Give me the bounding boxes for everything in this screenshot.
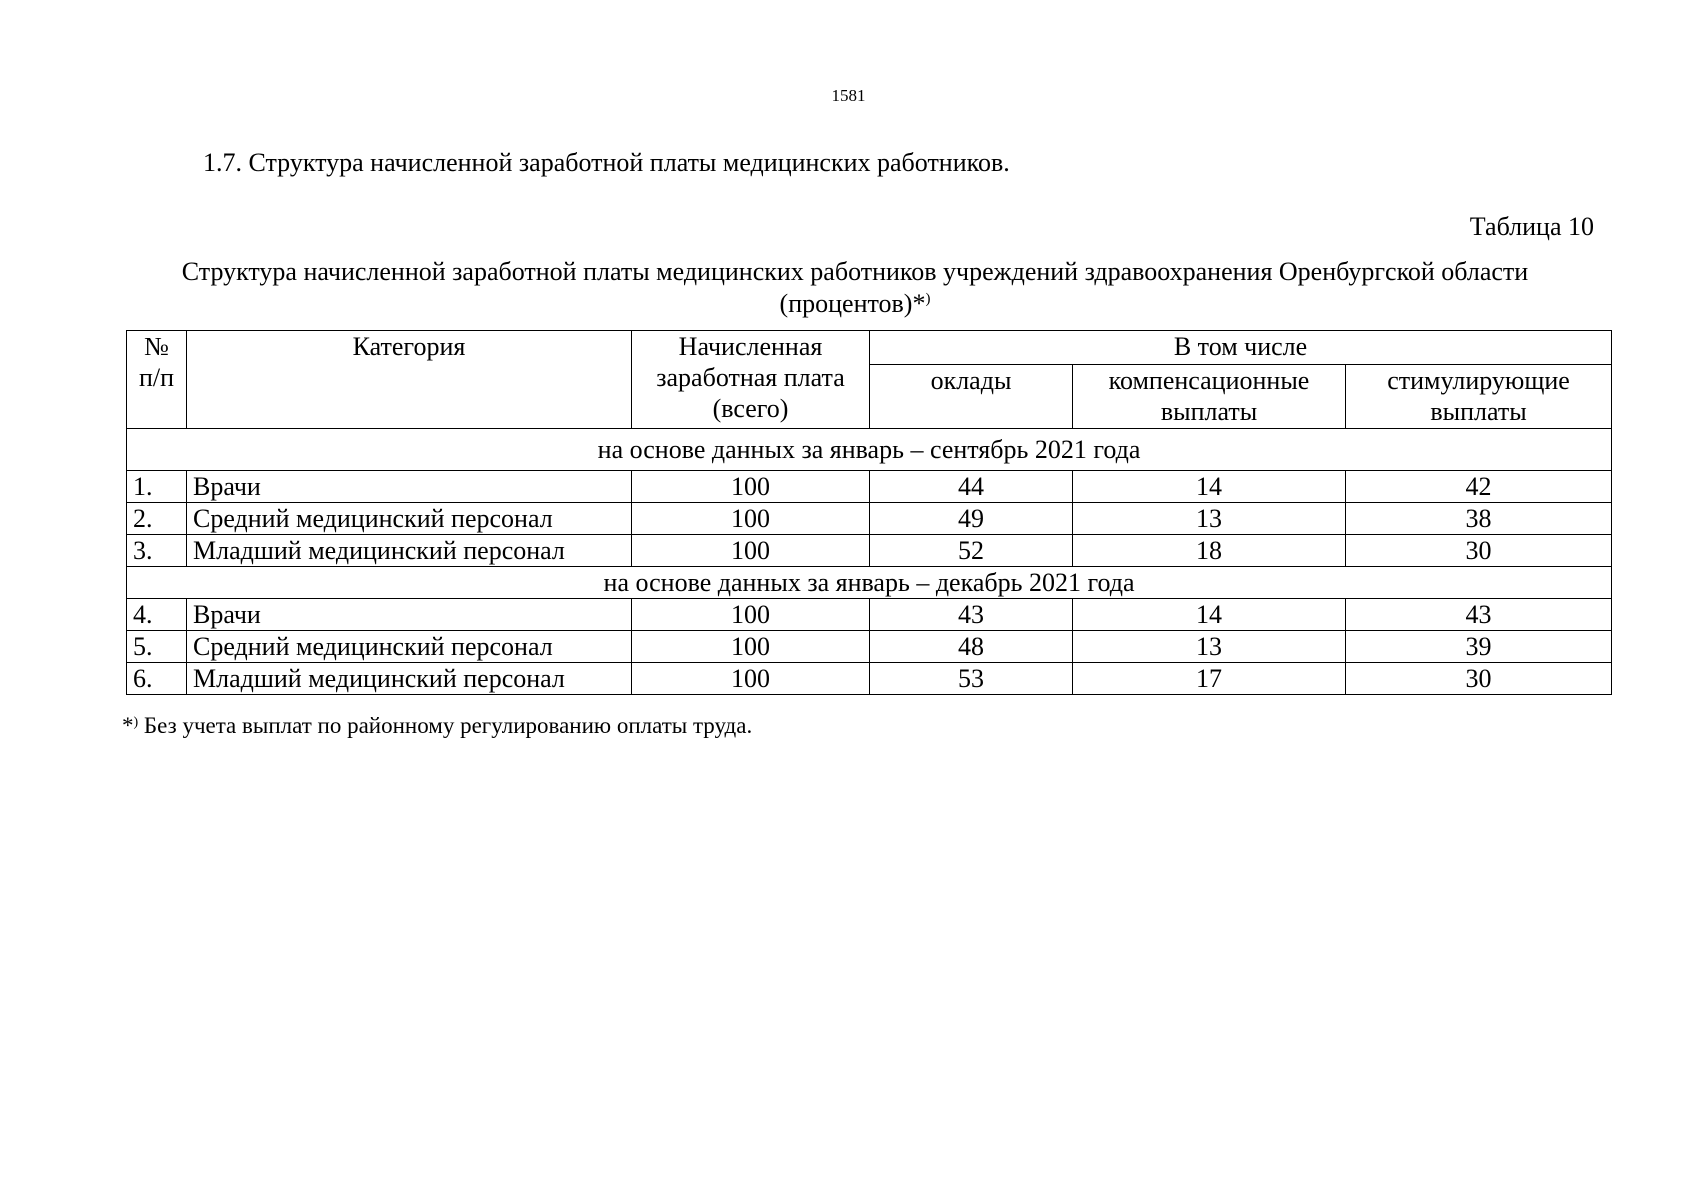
row-compensation: 13 (1073, 503, 1346, 535)
table-row (127, 599, 1612, 631)
group-title: на основе данных за январь – сентябрь 2021 года (127, 429, 1612, 471)
salary-structure-table (126, 330, 1612, 695)
row-stimulating: 38 (1346, 503, 1612, 535)
header-total-line-1: Начисленная (678, 332, 823, 361)
row-stimulating: 30 (1346, 535, 1612, 567)
header-number-line-1: № (144, 332, 169, 361)
table-row (127, 631, 1612, 663)
row-salaries: 53 (870, 663, 1073, 695)
row-salaries: 48 (870, 631, 1073, 663)
footnote (122, 713, 752, 739)
row-compensation: 13 (1073, 631, 1346, 663)
row-stimulating: 30 (1346, 663, 1612, 695)
row-stimulating: 43 (1346, 599, 1612, 631)
row-category: Средний медицинский персонал (187, 503, 632, 535)
table-row (127, 663, 1612, 695)
row-compensation: 14 (1073, 599, 1346, 631)
header-stimulating (1346, 365, 1612, 429)
row-category: Средний медицинский персонал (187, 631, 632, 663)
header-total-line-2: заработная плата (656, 363, 845, 392)
row-total: 100 (632, 503, 870, 535)
row-salaries: 44 (870, 471, 1073, 503)
header-compensation-line-1: компенсационные (1108, 366, 1310, 395)
table-title-line-2 (110, 288, 1600, 320)
header-number (127, 331, 187, 429)
row-total: 100 (632, 471, 870, 503)
header-compensation-line-2: выплаты (1160, 397, 1258, 426)
header-salaries: оклады (870, 365, 1073, 429)
row-total: 100 (632, 599, 870, 631)
header-stimulating-line-2: выплаты (1430, 397, 1527, 426)
row-compensation: 14 (1073, 471, 1346, 503)
header-stimulating-line-1: стимулирующие (1387, 366, 1570, 395)
row-stimulating: 42 (1346, 471, 1612, 503)
row-stimulating: 39 (1346, 631, 1612, 663)
row-total: 100 (632, 535, 870, 567)
table-title-units: (процентов)* (779, 289, 926, 318)
row-category: Младший медицинский персонал (187, 663, 632, 695)
section-heading: 1.7. Структура начисленной заработной платы медицинских работников. (203, 148, 1010, 177)
row-number: 2. (127, 503, 187, 535)
row-total: 100 (632, 631, 870, 663)
row-category: Младший медицинский персонал (187, 535, 632, 567)
header-compensation (1073, 365, 1346, 429)
header-including: В том числе (870, 331, 1612, 365)
row-category: Врачи (187, 471, 632, 503)
header-total-line-3: (всего) (712, 394, 789, 423)
table-row (127, 471, 1612, 503)
header-total (632, 331, 870, 429)
row-number: 5. (127, 631, 187, 663)
row-number: 1. (127, 471, 187, 503)
row-salaries: 52 (870, 535, 1073, 567)
table-title (110, 256, 1600, 320)
row-number: 4. (127, 599, 187, 631)
header-category: Категория (187, 331, 632, 429)
header-number-line-2: п/п (138, 363, 175, 392)
row-salaries: 43 (870, 599, 1073, 631)
table-number: Таблица 10 (1469, 212, 1594, 241)
page-number: 1581 (831, 86, 866, 105)
row-total: 100 (632, 663, 870, 695)
group-title: на основе данных за январь – декабрь 2021 года (127, 567, 1612, 599)
table-row (127, 535, 1612, 567)
table-title-line-1: Структура начисленной заработной платы медицинских работников учреждений здравоохранения Оренбургской области (181, 257, 1529, 286)
footnote-text: Без учета выплат по районному регулированию оплаты труда. (138, 713, 753, 738)
row-category: Врачи (187, 599, 632, 631)
row-number: 3. (127, 535, 187, 567)
table-title-footnote-mark: ) (925, 291, 931, 307)
footnote-marker: * (122, 713, 134, 738)
row-number: 6. (127, 663, 187, 695)
row-salaries: 49 (870, 503, 1073, 535)
row-compensation: 17 (1073, 663, 1346, 695)
row-compensation: 18 (1073, 535, 1346, 567)
table-row (127, 503, 1612, 535)
footnote-marker-sup: ) (133, 715, 139, 730)
